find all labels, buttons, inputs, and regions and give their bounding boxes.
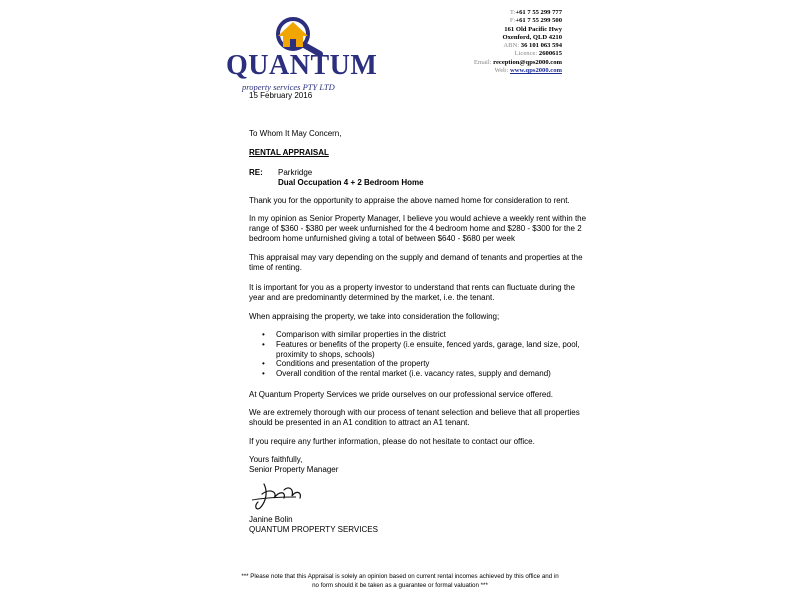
list-item: • Features or benefits of the property (i.e ensuite, fenced yards, garage, land size, pool,: [262, 340, 580, 350]
paragraph-line: We are extremely thorough with our process of tenant selection and believe that all properties: [249, 408, 580, 417]
closing: Yours faithfully,: [249, 455, 303, 464]
phone-row: T:+61 7 55 299 777: [509, 9, 562, 16]
web-link[interactable]: www.qps2000.com: [509, 67, 562, 75]
email-row: Email: reception@qps2000.com: [473, 58, 562, 66]
paragraph-service: At Quantum Property Services we pride ourselves on our professional service offered.: [249, 390, 553, 399]
licence-number: 2600615: [538, 50, 562, 58]
letter-date: 15 February 2016: [249, 91, 313, 100]
brand-subtitle: property services PTY LTD: [242, 82, 335, 92]
disclaimer-line: *** Please note that this Appraisal is solely an opinion based on current rental incomes achieved by this office and in: [241, 573, 559, 580]
paragraph-considerations: When appraising the property, we take into consideration the following;: [249, 312, 500, 321]
list-item: • Comparison with similar properties in the district: [262, 330, 580, 340]
paragraph-line: It is important for you as a property investor to understand that rents can fluctuate during the: [249, 283, 575, 292]
paragraph-thanks: Thank you for the opportunity to appraise the above named home for consideration to rent.: [249, 196, 570, 205]
list-item: • Overall condition of the rental market (i.e. vacancy rates, supply and demand): [262, 369, 580, 379]
fax-row: F:+61 7 55 299 500: [509, 17, 562, 25]
paragraph-contact: If you require any further information, please do not hesitate to contact our office.: [249, 437, 535, 446]
brand-name: QUANTUM: [226, 50, 378, 81]
paragraph-line: year and are predominantly determined by the market, i.e. the tenant.: [249, 293, 495, 302]
signer-company: QUANTUM PROPERTY SERVICES: [249, 525, 378, 534]
abn-row: ABN: 36 101 063 594: [503, 42, 562, 50]
paragraph-line: should be presented in an A1 condition to attract an A1 tenant.: [249, 418, 470, 427]
signer-title: Senior Property Manager: [249, 465, 339, 474]
list-item: • Conditions and presentation of the property: [262, 359, 580, 369]
paragraph-line: bedroom home unfurnished giving a total of between $640 - $680 per week: [249, 234, 515, 243]
disclaimer-note: [220, 572, 580, 590]
company-logo: [226, 16, 378, 92]
paragraph-line: time of renting.: [249, 263, 302, 272]
paragraph-opinion: [249, 214, 586, 244]
considerations-list: [262, 330, 580, 379]
salutation: To Whom It May Concern,: [249, 129, 342, 138]
re-label: RE:: [249, 168, 263, 177]
disclaimer-line: no form should it be taken as a guarantee or formal valuation ***: [312, 582, 488, 589]
licence-row: Licence: 2600615: [514, 50, 562, 58]
paragraph-selection: [249, 408, 580, 428]
email-link[interactable]: reception@qps2000.com: [493, 58, 562, 66]
fax-number: +61 7 55 299 500: [515, 17, 562, 25]
paragraph-market: [249, 283, 575, 303]
signature-image: [250, 478, 310, 514]
address-line1: 161 Old Pacific Hwy: [504, 25, 562, 33]
contact-block: [454, 9, 562, 75]
paragraph-line: This appraisal may vary depending on the supply and demand of tenants and properties at the: [249, 253, 583, 262]
paragraph-variance: [249, 253, 583, 273]
address-line2: Oxenford, QLD 4210: [502, 33, 562, 41]
signer-name: Janine Bolin: [249, 515, 293, 524]
re-line1: Parkridge: [278, 168, 313, 177]
paragraph-line: range of $360 - $380 per week unfurnished for the 4 bedroom home and $280 - $300 for the 2: [249, 224, 582, 233]
phone-number: +61 7 55 299 777: [515, 9, 562, 16]
abn-number: 36 101 063 594: [520, 42, 562, 50]
letter-heading: RENTAL APPRAISAL: [249, 148, 329, 157]
paragraph-line: In my opinion as Senior Property Manager, I believe you would achieve a weekly rent within the: [249, 214, 587, 223]
web-row: Web: www.qps2000.com: [494, 67, 562, 75]
re-line2: Dual Occupation 4 + 2 Bedroom Home: [278, 178, 424, 187]
list-item-continuation: proximity to shops, schools): [276, 349, 375, 359]
